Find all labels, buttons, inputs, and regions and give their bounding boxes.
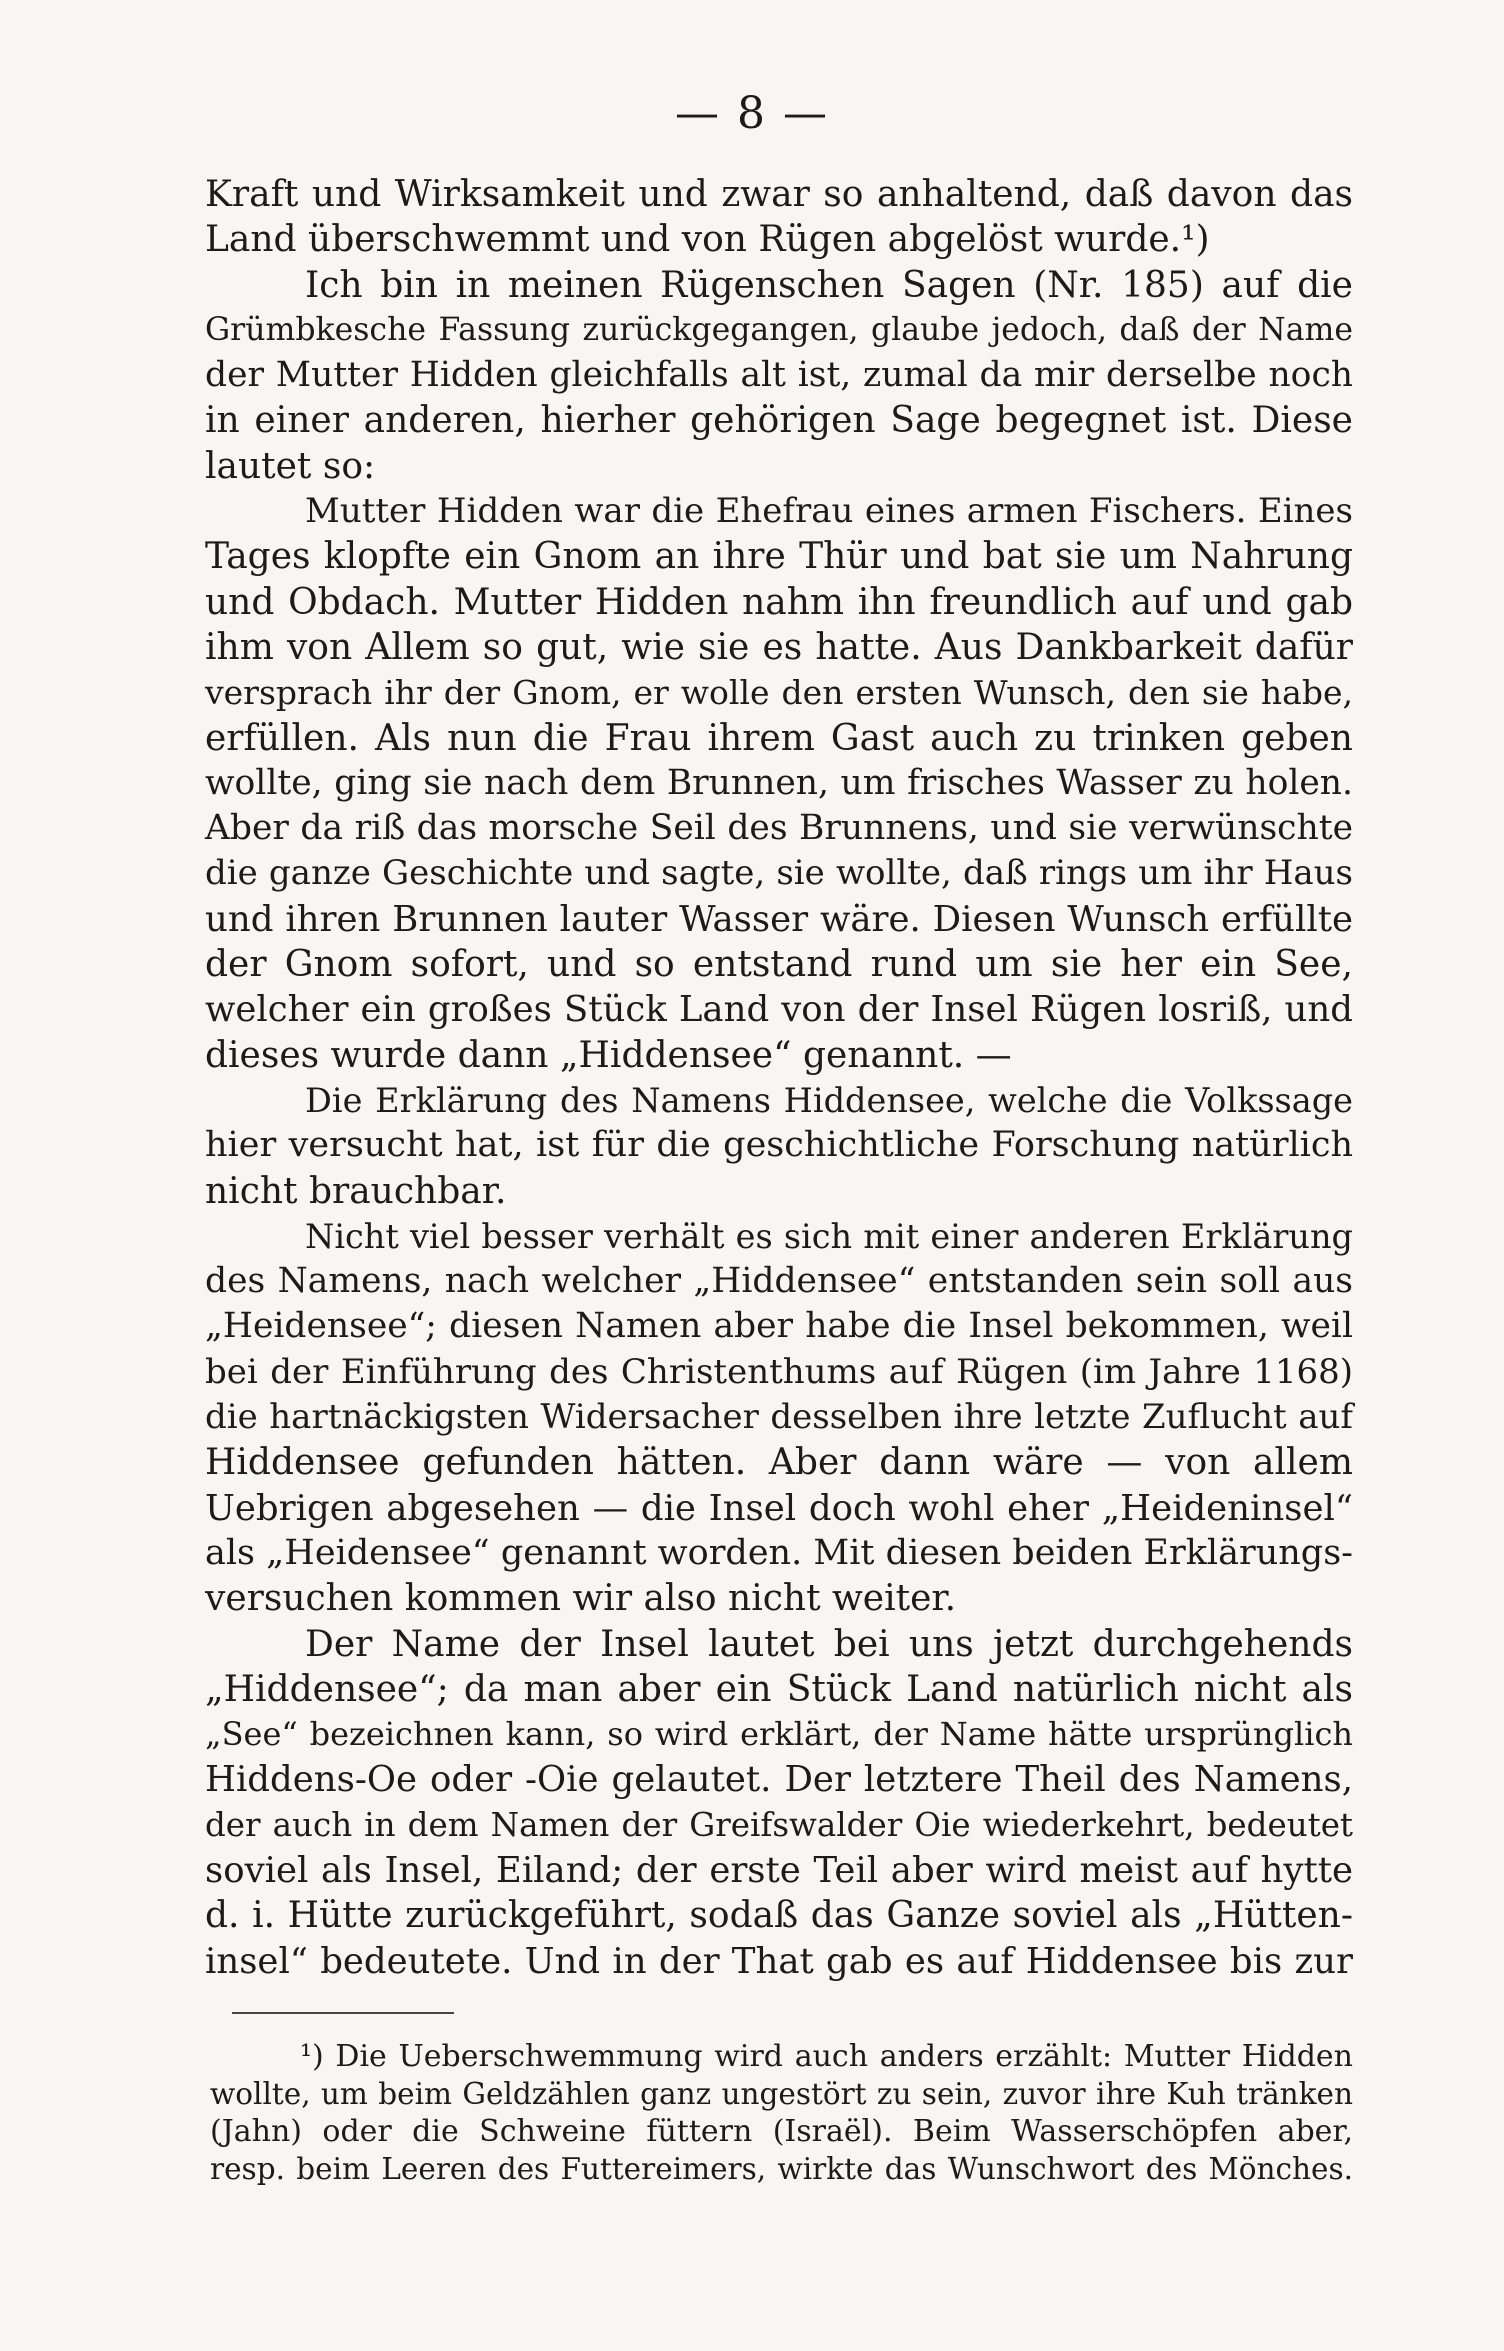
body-text-line: Aber da riß das morsche Seil des Brunnens, und sie verwünschte (205, 808, 1353, 849)
body-text-line: Tages klopfte ein Gnom an ihre Thür und bat sie um Nahrung (205, 536, 1353, 578)
body-text-line: erfüllen. Als nun die Frau ihrem Gast auch zu trinken geben (205, 717, 1353, 759)
body-text (205, 172, 1353, 1984)
page-number: — 8 — (675, 88, 829, 139)
body-text-line: und Obdach. Mutter Hidden nahm ihn freundlich auf und gab (205, 581, 1353, 623)
body-text-line: versprach ihr der Gnom, er wolle den ersten Wunsch, den sie habe, (205, 673, 1353, 713)
body-text-line: versuchen kommen wir also nicht weiter. (205, 1578, 957, 1620)
body-text-line: Grümbkesche Fassung zurückgegangen, glaube jedoch, daß der Name (205, 311, 1353, 348)
body-text-line: d. i. Hütte zurückgeführt, sodaß das Ganze soviel als „Hütten- (205, 1895, 1353, 1937)
body-text-line: der auch in dem Namen der Greifswalder Oie wiederkehrt, bedeutet (205, 1805, 1353, 1844)
body-text-line: der Mutter Hidden gleichfalls alt ist, zumal da mir derselbe noch (205, 355, 1353, 396)
body-text-line: Land überschwemmt und von Rügen abgelöst wurde.¹) (205, 219, 1210, 261)
body-text-line: Hiddens-Oe oder -Oie gelautet. Der letztere Theil des Namens, (205, 1759, 1353, 1801)
body-text-line: Uebrigen abgesehen — die Insel doch wohl eher „Heideninsel“ (205, 1487, 1353, 1529)
body-text-line: Kraft und Wirksamkeit und zwar so anhaltend, daß davon das (205, 174, 1353, 215)
body-text-line: welcher ein großes Stück Land von der Insel Rügen losriß, und (205, 989, 1353, 1031)
body-text-line: Der Name der Insel lautet bei uns jetzt durchgehends (305, 1623, 1353, 1665)
body-text-line: „Hiddensee“; da man aber ein Stück Land natürlich nicht als (205, 1668, 1353, 1710)
body-text-line: dieses wurde dann „Hiddensee“ genannt. — (205, 1034, 1012, 1076)
body-text-line: bei der Einführung des Christenthums auf Rügen (im Jahre 1168) (205, 1351, 1353, 1392)
footnote-divider (232, 2012, 454, 2014)
body-text-line: „See“ bezeichnen kann, so wird erklärt, der Name hätte ursprünglich (205, 1715, 1353, 1754)
body-text-line: Die Erklärung des Namens Hiddensee, welche die Volkssage (305, 1080, 1353, 1120)
body-text-line: wollte, ging sie nach dem Brunnen, um frisches Wasser zu holen. (205, 762, 1353, 803)
body-text-line: lautet so: (205, 445, 376, 487)
body-text-line: ihm von Allem so gut, wie sie es hatte. Aus Dankbarkeit dafür (205, 626, 1353, 668)
body-text-line: des Namens, nach welcher „Hiddensee“ entstanden sein soll aus (205, 1261, 1353, 1302)
body-text-line: Mutter Hidden war die Ehefrau eines armen Fischers. Eines (305, 491, 1353, 532)
footnote-line: (Jahn) oder die Schweine füttern (Israël). Beim Wasserschöpfen aber, (210, 2114, 1353, 2149)
body-text-line: die ganze Geschichte und sagte, sie wollte, daß rings um ihr Haus (205, 853, 1353, 894)
body-text-line: die hartnäckigsten Widersacher desselben ihre letzte Zuflucht auf (205, 1397, 1353, 1438)
body-text-line: soviel als Insel, Eiland; der erste Teil aber wird meist auf hytte (205, 1849, 1353, 1891)
body-text-line: insel“ bedeutete. Und in der That gab es auf Hiddensee bis zur (205, 1940, 1353, 1982)
body-text-line: Hiddensee gefunden hätten. Aber dann wäre — von allem (205, 1442, 1353, 1484)
body-text-line: als „Heidensee“ genannt worden. Mit diesen beiden Erklärungs- (205, 1532, 1353, 1573)
footnote-line: wollte, um beim Geldzählen ganz ungestört zu sein, zuvor ihre Kuh tränken (210, 2076, 1353, 2111)
footnotes (210, 2038, 1353, 2188)
body-text-line: Nicht viel besser verhält es sich mit einer anderen Erklärung (305, 1216, 1353, 1256)
footnote-line: ¹) Die Ueberschwemmung wird auch anders erzählt: Mutter Hidden (300, 2039, 1353, 2074)
footnote-line: resp. beim Leeren des Futtereimers, wirkte das Wunschwort des Mönches. (210, 2151, 1353, 2186)
body-text-line: „Heidensee“; diesen Namen aber habe die Insel bekommen, weil (205, 1306, 1353, 1347)
body-text-line: und ihren Brunnen lauter Wasser wäre. Diesen Wunsch erfüllte (205, 898, 1353, 940)
body-text-line: Ich bin in meinen Rügenschen Sagen (Nr. 185) auf die (305, 264, 1353, 306)
body-text-line: nicht brauchbar. (205, 1170, 507, 1212)
body-text-line: in einer anderen, hierher gehörigen Sage begegnet ist. Diese (205, 400, 1353, 442)
body-text-line: hier versucht hat, ist für die geschichtliche Forschung natürlich (205, 1125, 1353, 1166)
body-text-line: der Gnom sofort, und so entstand rund um sie her ein See, (205, 944, 1353, 986)
